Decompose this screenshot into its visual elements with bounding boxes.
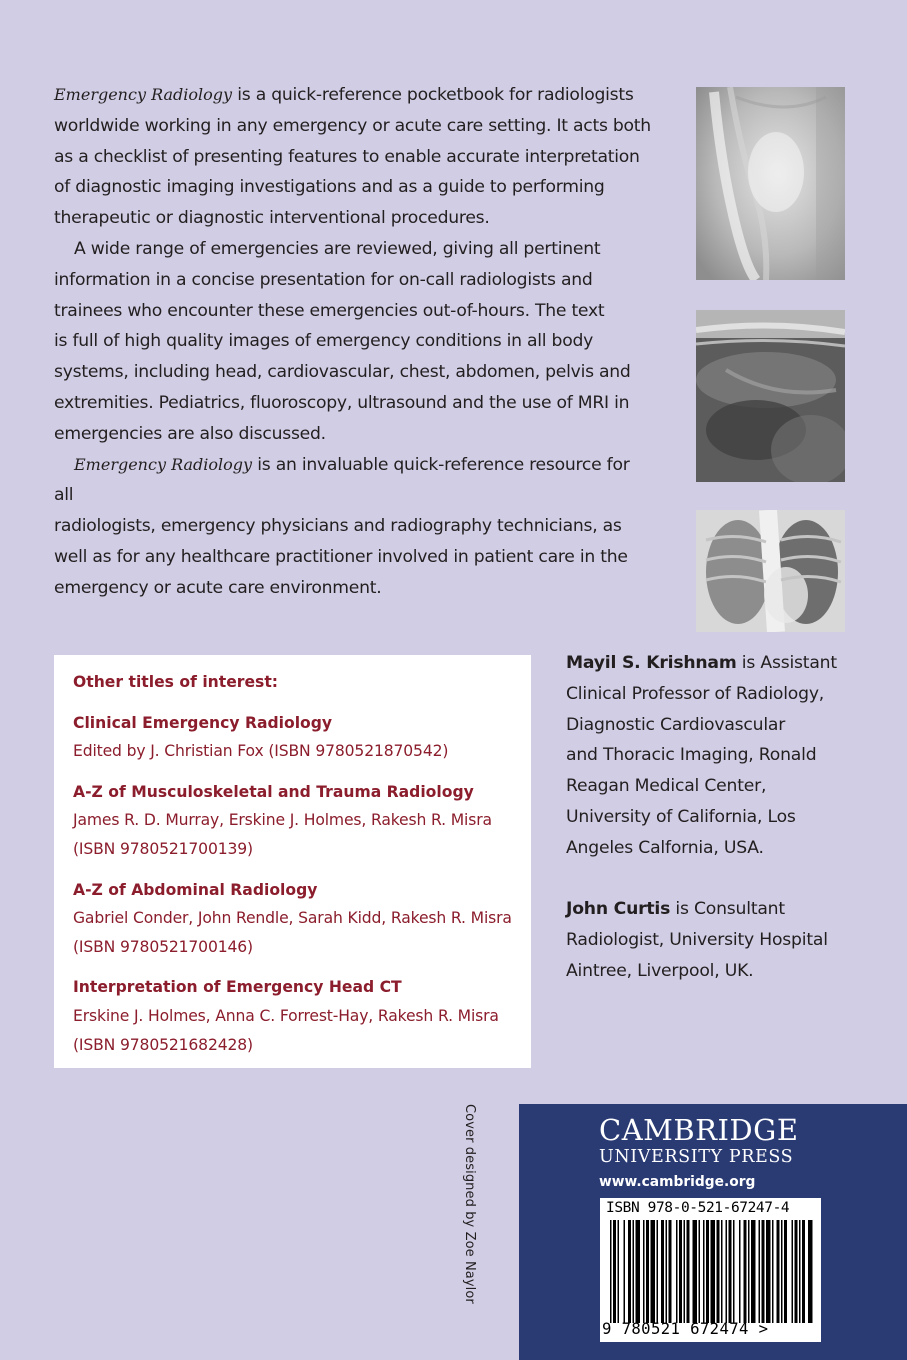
blurb-paragraph-3: Emergency Radiology is an invaluable quick-reference resource for all radiologists, emergency physicians and radiography technicians, as well as for any healthcare practitioner involved in patient care in the emergency or acute care environment. <box>54 454 630 598</box>
other-titles-heading: Other titles of interest: <box>73 673 279 691</box>
fluoroscopy-image <box>696 87 845 280</box>
publisher-logo-sub: UNIVERSITY PRESS <box>599 1147 794 1167</box>
blurb-paragraph-1: Emergency Radiology is a quick-reference pocketbook for radiologists worldwide working in any emergency or acute care setting. It acts both as a checklist of presenting features to enable accurate interpretation of diagnostic imaging investigations and as a guide to performing therapeutic or diagnostic interventional procedures. <box>54 85 651 229</box>
book-title: Clinical Emergency Radiology <box>73 713 333 732</box>
publisher-block <box>519 1104 907 1360</box>
other-titles-panel <box>54 655 531 1068</box>
cover-credit: Cover designed by Zoe Naylor <box>462 1104 477 1304</box>
book-authors: Gabriel Conder, John Rendle, Sarah Kidd, Rakesh R. Misra <box>73 909 512 928</box>
barcode <box>600 1198 821 1342</box>
ultrasound-image <box>696 310 845 482</box>
book-authors: James R. D. Murray, Erskine J. Holmes, Rakesh R. Misra <box>73 811 492 830</box>
book-title: Interpretation of Emergency Head CT <box>73 978 402 997</box>
book-isbn: (ISBN 9780521700146) <box>73 937 253 956</box>
book-title: A-Z of Musculoskeletal and Trauma Radiology <box>73 782 474 801</box>
book-title-italic: Emergency Radiology <box>74 454 253 474</box>
publisher-url: www.cambridge.org <box>599 1174 756 1190</box>
book-title: A-Z of Abdominal Radiology <box>73 880 318 899</box>
author-bio-krishnam: Mayil S. Krishnam is Assistant Clinical Professor of Radiology, Diagnostic Cardiovascular and Thoracic Imaging, Ronald Reagan Medical Center, University of California, Los Angeles Calfornia, USA. <box>566 653 837 858</box>
book-isbn: (ISBN 9780521700139) <box>73 839 253 858</box>
isbn-label: ISBN 978-0-521-67247-4 <box>606 1200 790 1216</box>
chest-xray-image <box>696 510 845 632</box>
book-entry <box>73 709 513 766</box>
book-entry <box>73 973 513 1059</box>
barcode-icon <box>608 1220 814 1323</box>
author-name: Mayil S. Krishnam <box>566 653 737 673</box>
barcode-digits: 9 780521 672474 > <box>602 1320 769 1338</box>
book-entry <box>73 876 513 962</box>
book-title-italic: Emergency Radiology <box>54 85 233 104</box>
blurb-paragraph-2: A wide range of emergencies are reviewed, giving all pertinent information in a concise presentation for on-call radiologists and trainees who encounter these emergencies out-of-hours. The text is full of high quality images of emergency conditions in all body systems, including head, cardiovascular, chest, abdomen, pelvis and extremities. Pediatrics, fluoroscopy, ultrasound and the use of MRI in emergencies are also discussed. <box>54 238 631 444</box>
book-authors: Edited by J. Christian Fox (ISBN 9780521870542) <box>73 742 449 761</box>
publisher-logo-name: CAMBRIDGE <box>599 1113 799 1147</box>
book-authors: Erskine J. Holmes, Anna C. Forrest-Hay, Rakesh R. Misra <box>73 1006 499 1025</box>
author-name: John Curtis <box>566 899 671 919</box>
book-isbn: (ISBN 9780521682428) <box>73 1035 253 1054</box>
author-bio-curtis: John Curtis is Consultant Radiologist, University Hospital Aintree, Liverpool, UK. <box>566 899 828 981</box>
description <box>54 80 654 604</box>
book-entry <box>73 778 513 864</box>
